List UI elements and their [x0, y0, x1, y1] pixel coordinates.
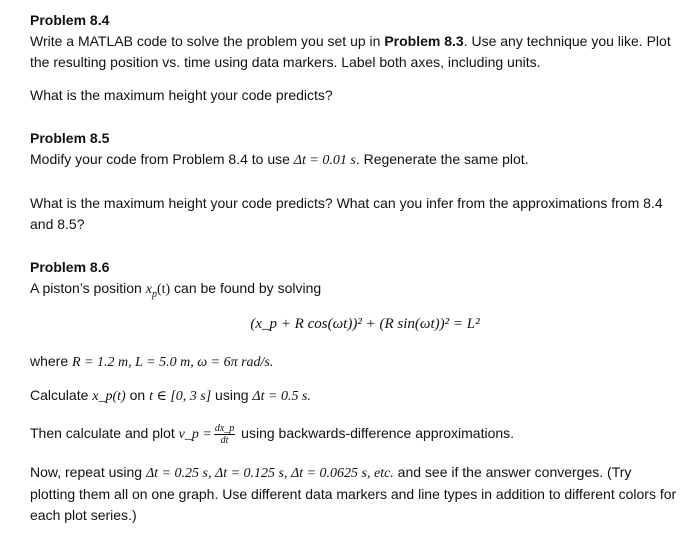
text-segment: Write a MATLAB code to solve the problem you set up in	[30, 33, 385, 49]
problem-8-4	[30, 10, 680, 106]
problem-8-4-title: Problem 8.4	[30, 12, 110, 28]
text-segment: and see if the answer converges. (Try plotting them all on one graph. Use different data markers and line types in addition to different colors for each plot series.)	[30, 464, 677, 523]
math-expression: x_p(t)	[92, 389, 126, 404]
math-expression: Δt = 0.5 s.	[252, 389, 311, 404]
parameters-line	[30, 351, 680, 373]
text-segment: . Use any technique you like. Plot the resulting position vs. time using data markers. Label both axes, including units.	[30, 33, 671, 70]
derivative-fraction: $\frac{dx\_p}{dt}$	[214, 423, 235, 446]
math-expression: v_p =	[178, 427, 212, 443]
text-segment: . Regenerate the same plot.	[355, 151, 529, 167]
velocity-line	[30, 423, 680, 446]
calculate-line	[30, 385, 680, 407]
text-segment: where	[30, 353, 73, 369]
problem-8-6	[30, 257, 680, 526]
problem-reference: Problem 8.3	[384, 33, 464, 49]
text-segment: can be found by solving	[170, 280, 322, 296]
text-segment: using	[211, 387, 253, 403]
text-segment: using backwards-difference approximations.	[237, 425, 515, 442]
text-segment: Now, repeat using	[30, 464, 146, 480]
math-expression: R = 1.2 m, L = 5.0 m, ω = 6π rad/s.	[72, 355, 274, 370]
math-expression: Δt = 0.25 s, Δt = 0.125 s, Δt = 0.0625 s, etc.	[145, 466, 394, 481]
problem-8-4-question: What is the maximum height your code predicts?	[30, 87, 333, 103]
math-expression: t ∈ [0, 3 s]	[149, 389, 212, 404]
math-expression: Δt = 0.01 s	[293, 153, 356, 168]
text-segment: Modify your code from Problem 8.4 to use	[30, 151, 294, 167]
text-segment: A piston’s position	[30, 280, 146, 296]
problem-8-4-text	[30, 31, 680, 73]
problem-8-5	[30, 128, 680, 235]
piston-equation: (x_p + R cos(ωt))² + (R sin(ωt))² = L²	[250, 316, 480, 332]
problem-8-5-title: Problem 8.5	[30, 130, 110, 146]
problem-8-5-text	[30, 149, 680, 171]
repeat-instructions	[30, 462, 680, 526]
problem-8-6-intro	[30, 278, 680, 300]
text-segment: Then calculate and plot	[30, 425, 179, 442]
problem-8-5-question: What is the maximum height your code predicts? What can you infer from the approximations from 8.4 and 8.5?	[30, 195, 663, 232]
text-segment: Calculate	[30, 387, 93, 403]
text-segment: on	[125, 387, 150, 403]
math-variable: $x_p(t)$	[145, 282, 171, 300]
problem-8-6-title: Problem 8.6	[30, 259, 110, 275]
